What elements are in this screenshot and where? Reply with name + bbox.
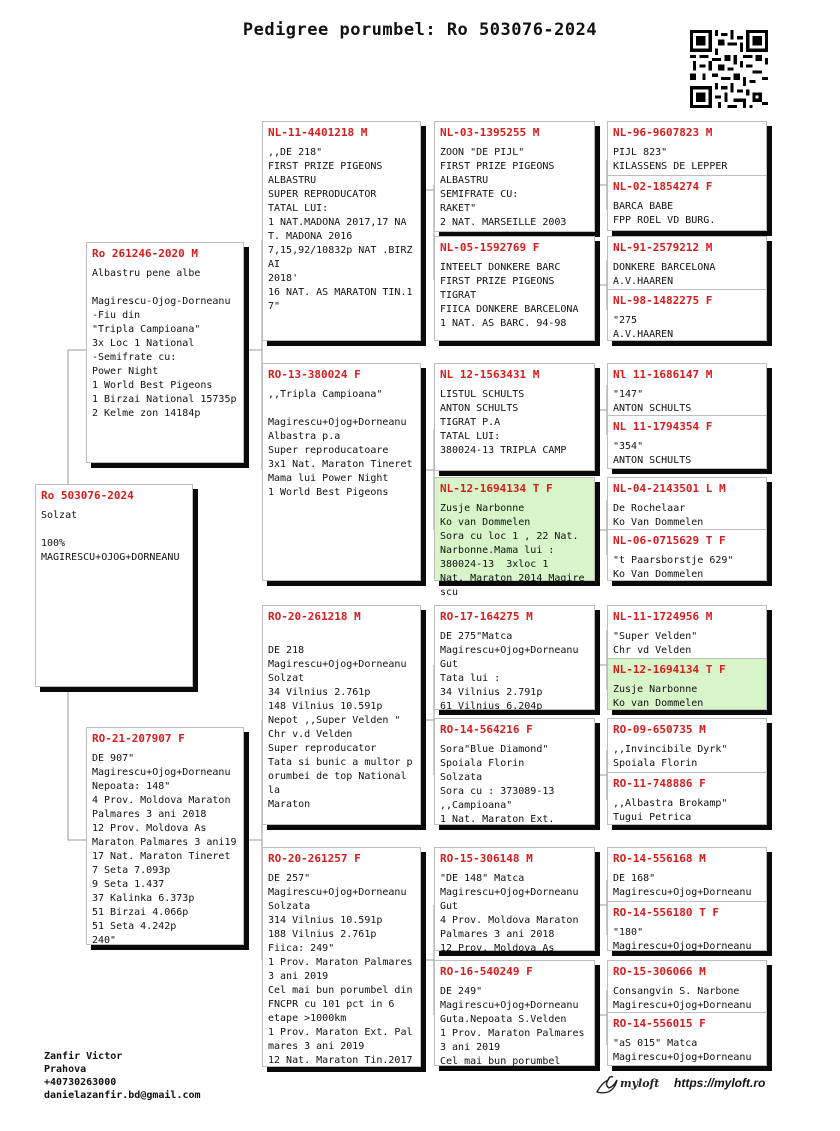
- pigeon-notes: DE 907" Magirescu+Ojog+Dorneanu Nepoata: 148" 4 Prov. Moldova Maraton Palmares 3 ani 2018 12 Prov. Moldova As Maraton Palmares 3 ani19 17 Nat. Maraton Tineret 7 Seta 7.093p 9 Seta 1.437 37 Kalinka 6.373p 51 Birzai 4.066p 51 Seta 4.242p 240": [92, 753, 237, 946]
- ring-number: RO-11-748886 F: [613, 777, 706, 790]
- pigeon-notes: ,,DE 218" FIRST PRIZE PIGEONS ALBASTRU SUPER REPRODUCATOR TATAL LUI: 1 NAT.MADONA 2017,17 NAT. MADONA 2016 7,15,92/10832p NAT .BIRZAI 2018' 16 NAT. AS MARATON TIN.17": [268, 147, 413, 312]
- pigeon-notes: Zusje Narbonne Ko van Dommelen: [613, 684, 704, 709]
- pigeon-notes: Sora"Blue Diamond" Spoiala Florin Solzata Sora cu : 373089-13 ,,Campioana" 1 Nat. Maraton Ext.: [440, 744, 555, 825]
- ring-number: RO-15-306066 M: [613, 965, 706, 978]
- ring-number: NL-11-1724956 M: [613, 610, 713, 623]
- ring-number: RO-17-164275 M: [440, 610, 533, 623]
- ring-number: RO-14-556180 T F: [613, 906, 719, 919]
- pedigree-card-ggp-1: [434, 121, 595, 232]
- pigeon-notes: "DE 148" Matca Magirescu+Ojog+Dorneanu Gut 4 Prov. Moldova Maraton Palmares 3 ani 2018 12 Prov. Moldova As: [440, 873, 579, 954]
- ring-number: Ro 503076-2024: [41, 489, 134, 502]
- pigeon-notes: BARCA BABE FPP ROEL VD BURG.: [613, 201, 716, 226]
- pigeon-notes: "t Paarsborstje 629" Ko Van Dommelen: [613, 555, 734, 580]
- ring-number: RO-13-380024 F: [268, 368, 361, 381]
- pigeon-notes: DE 168" Magirescu+Ojog+Dorneanu: [613, 873, 752, 898]
- owner-name: Zanfir Victor: [44, 1051, 123, 1062]
- pedigree-card-ggp-8: [434, 960, 595, 1066]
- pedigree-card-gggp-15-16: [607, 960, 767, 1066]
- pigeon-notes: DE 275"Matca Magirescu+Ojog+Dorneanu Gut Tata lui : 34 Vilnius 2.791p 61 Vilnius 6.204p: [440, 631, 579, 712]
- owner-phone: +40730263000: [44, 1077, 117, 1088]
- pedigree-card-dam: [86, 727, 244, 945]
- ring-number: NL-03-1395255 M: [440, 126, 540, 139]
- pigeon-notes: INTEELT DONKERE BARC FIRST PRIZE PIGEONS TIGRAT FIICA DONKERE BARCELONA 1 NAT. AS BARC. 94-98: [440, 262, 579, 329]
- pigeon-notes: DONKERE BARCELONA A.V.HAAREN: [613, 262, 716, 287]
- pedigree-card-gggp-13-14: [607, 847, 767, 951]
- pigeon-notes: ,,Tripla Campioana" Magirescu+Ojog+Dorneanu Albastra p.a Super reproducatoare 3x1 Nat. Maraton Tineret Mama lui Power Night 1 World Best Pigeons: [268, 389, 413, 498]
- bird-logo-icon: [594, 1074, 620, 1096]
- ring-number: NL-98-1482275 F: [613, 294, 713, 307]
- pigeon-notes: "Super Velden" Chr vd Velden: [613, 631, 698, 656]
- ring-number: NL-12-1694134 T F: [440, 482, 553, 495]
- owner-email: danielazanfir.bd@gmail.com: [44, 1090, 201, 1101]
- pedigree-card-gggp-9-10: [607, 605, 767, 710]
- ring-number: Ro 261246-2020 M: [92, 247, 198, 260]
- ring-number: NL 12-1563431 M: [440, 368, 540, 381]
- ring-number: NL-11-4401218 M: [268, 126, 368, 139]
- page-title: Pedigree porumbel: Ro 503076-2024: [242, 20, 598, 40]
- ring-number: RO-20-261218 M: [268, 610, 361, 623]
- ring-number: NL-12-1694134 T F: [613, 663, 726, 676]
- ring-number: NL-05-1592769 F: [440, 241, 540, 254]
- pigeon-notes: De Rochelaar Ko Van Dommelen: [613, 503, 704, 528]
- pedigree-card-grandsire-paternal: [262, 121, 421, 341]
- ring-number: NL-06-0715629 T F: [613, 534, 726, 547]
- pedigree-card-gggp-7-8: [607, 477, 767, 581]
- pedigree-card-gggp-3-4: [607, 236, 767, 341]
- ring-number: Nl 11-1686147 M: [613, 368, 713, 381]
- pedigree-card-subject: [35, 484, 193, 687]
- ring-number: RO-15-306148 M: [440, 852, 533, 865]
- pigeon-notes: "147" ANTON SCHULTS: [613, 389, 692, 414]
- ring-number: RO-16-540249 F: [440, 965, 533, 978]
- pedigree-card-ggp-6: [434, 718, 595, 825]
- pigeon-notes: Zusje Narbonne Ko van Dommelen Sora cu loc 1 , 22 Nat. Narbonne.Mama lui : 380024-13 3xloc 1 Nat. Maraton 2014 Magirescu: [440, 503, 585, 598]
- pedigree-card-ggp-3: [434, 363, 595, 471]
- ring-number: RO-14-556168 M: [613, 852, 706, 865]
- pedigree-card-gggp-5-6: [607, 363, 767, 469]
- pigeon-notes: ,,Albastra Brokamp" Tugui Petrica: [613, 798, 728, 823]
- owner-contact: [44, 1050, 201, 1102]
- brand-name: myloft: [620, 1077, 660, 1090]
- pigeon-notes: Consangvin S. Narbone Magirescu+Ojog+Dorneanu: [613, 986, 752, 1011]
- ring-number: NL 11-1794354 F: [613, 420, 713, 433]
- pigeon-notes: Albastru pene albe Magirescu-Ojog-Dorneanu -Fiu din "Tripla Campioana" 3x Loc 1 National -Semifrate cu: Power Night 1 World Best Pigeons 1 Birzai National 15735p 2 Kelme zon 14184p: [92, 268, 237, 419]
- pedigree-card-ggp-7: [434, 847, 595, 954]
- pigeon-notes: DE 218 Magirescu+Ojog+Dorneanu Solzat 34 Vilnius 2.761p 148 Vilnius 10.591p Nepot ,,Super Velden " Chr v.d Velden Super reproducator Tata si bunic a multor porumbei de top National la Maraton: [268, 645, 413, 810]
- pigeon-notes: DE 249" Magirescu+Ojog+Dorneanu Guta.Nepoata S.Velden 1 Prov. Maraton Palmares 3 ani 2019 Cel mai bun porumbel: [440, 986, 585, 1067]
- pigeon-notes: "354" ANTON SCHULTS: [613, 441, 692, 466]
- ring-number: NL-02-1854274 F: [613, 180, 713, 193]
- pigeon-notes: Solzat 100% MAGIRESCU+OJOG+DORNEANU: [41, 510, 180, 563]
- brand-url[interactable]: https://myloft.ro: [674, 1076, 766, 1090]
- pedigree-card-ggp-4: [434, 477, 595, 598]
- pigeon-notes: "275 A.V.HAAREN: [613, 315, 674, 340]
- ring-number: RO-20-261257 F: [268, 852, 361, 865]
- pigeon-notes: "180" Magirescu+Ojog+Dorneanu: [613, 927, 752, 952]
- pigeon-notes: ZOON "DE PIJL" FIRST PRIZE PIGEONS ALBASTRU SEMIFRATE CU: RAKET" 2 NAT. MARSEILLE 2003: [440, 147, 567, 228]
- pigeon-notes: PIJL 823" KILASSENS DE LEPPER: [613, 147, 728, 172]
- pedigree-card-granddam-maternal: [262, 847, 421, 1067]
- pigeon-notes: "aS 015" Matca Magirescu+Ojog+Dorneanu: [613, 1038, 752, 1063]
- pedigree-card-granddam-paternal: [262, 363, 421, 581]
- pedigree-card-gggp-11-12: [607, 718, 767, 825]
- pigeon-notes: LISTUL SCHULTS ANTON SCHULTS TIGRAT P.A TATAL LUI: 380024-13 TRIPLA CAMP: [440, 389, 567, 456]
- ring-number: RO-14-564216 F: [440, 723, 533, 736]
- ring-number: NL-04-2143501 L M: [613, 482, 726, 495]
- owner-region: Prahova: [44, 1064, 87, 1075]
- pigeon-notes: ,,Invincibile Dyrk" Spoiala Florin: [613, 744, 728, 769]
- pedigree-card-gggp-1-2: [607, 121, 767, 231]
- pigeon-notes: DE 257" Magirescu+Ojog+Dorneanu Solzata 314 Vilnius 10.591p 188 Vilnius 2.761p Fiica: 249" 1 Prov. Maraton Palmares 3 ani 2019 Cel mai bun porumbel din FNCPR cu 101 pct in 6 etape >1000km 1 Prov. Maraton Ext. Palmares 3 ani 2019 12 Nat. Maraton Tin.2017: [268, 873, 413, 1066]
- ring-number: RO-14-556015 F: [613, 1017, 706, 1030]
- pedigree-card-grandsire-maternal: [262, 605, 421, 825]
- ring-number: NL-96-9607823 M: [613, 126, 713, 139]
- brand-footer: [594, 1074, 784, 1096]
- pedigree-card-ggp-2: [434, 236, 595, 341]
- ring-number: RO-21-207907 F: [92, 732, 185, 745]
- ring-number: NL-91-2579212 M: [613, 241, 713, 254]
- pedigree-card-ggp-5: [434, 605, 595, 710]
- pedigree-card-sire: [86, 242, 244, 463]
- ring-number: RO-09-650735 M: [613, 723, 706, 736]
